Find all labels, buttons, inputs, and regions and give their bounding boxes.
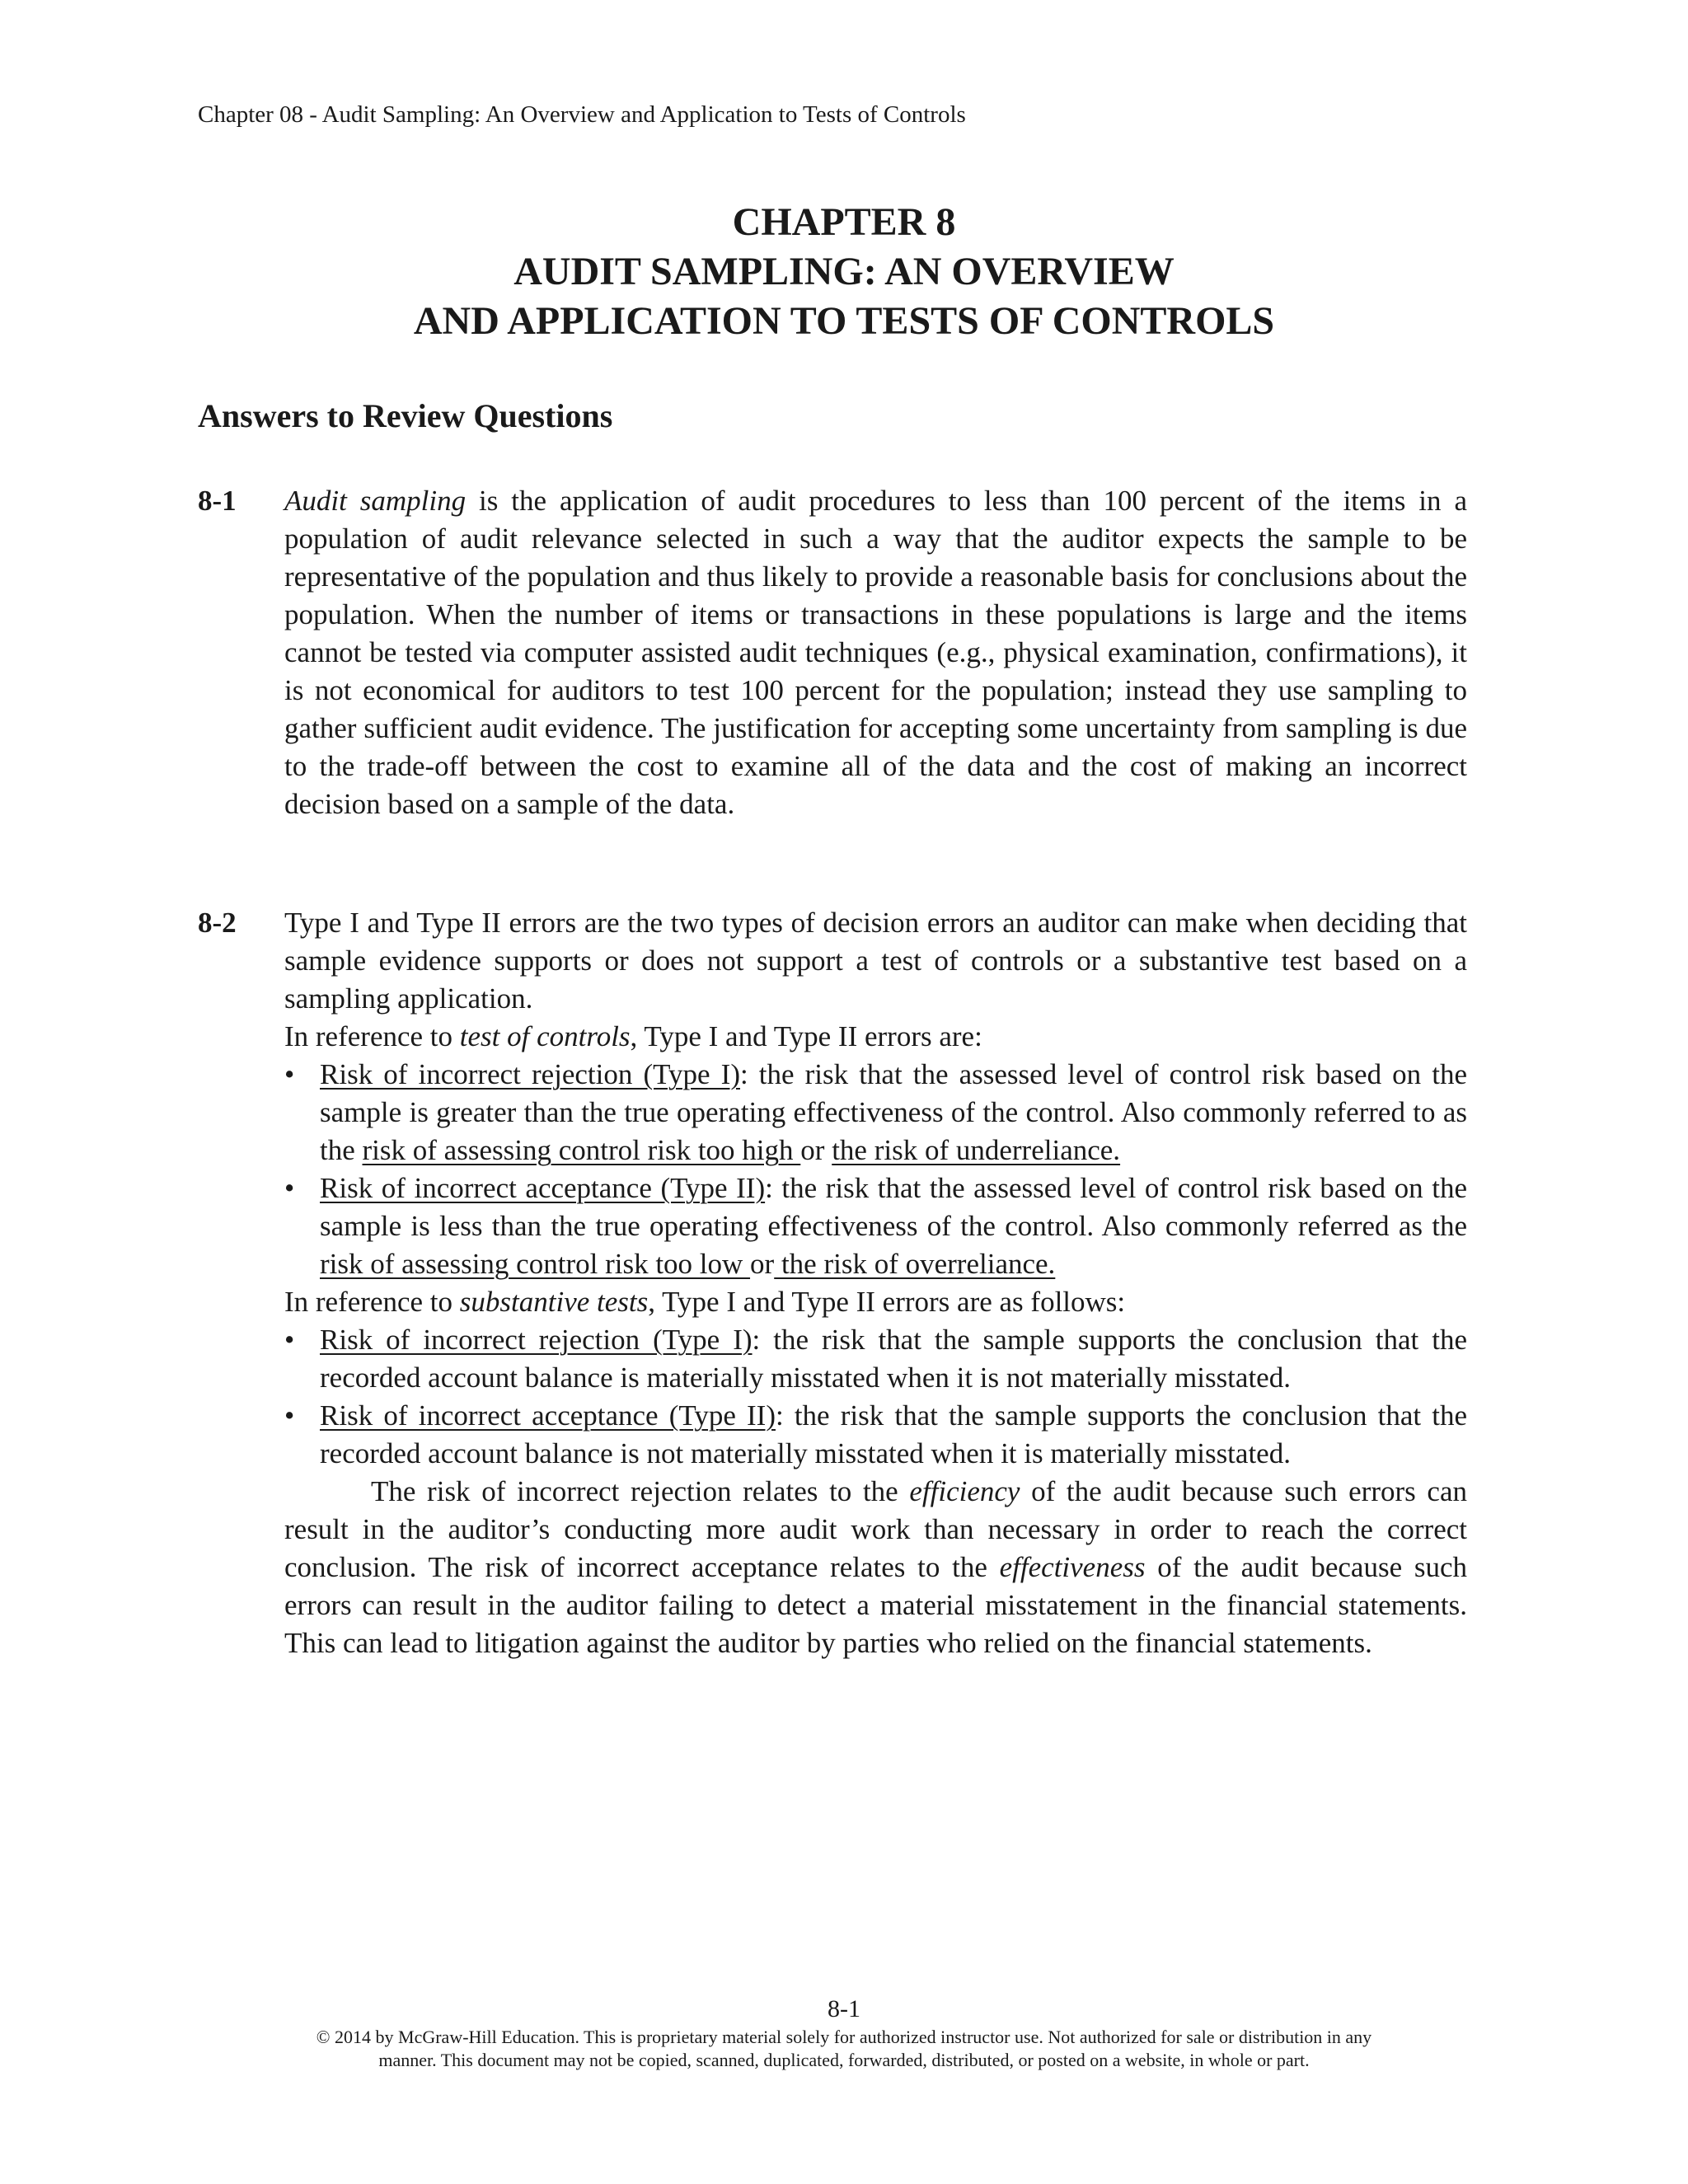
running-header: Chapter 08 - Audit Sampling: An Overview and Application to Tests of Controls [198, 101, 966, 128]
chapter-title-line-1: CHAPTER 8 [732, 200, 956, 244]
page-number: 8-1 [828, 1995, 860, 2022]
controls-lead-a: In reference to [284, 1020, 460, 1052]
term-substantive-tests: substantive tests [459, 1286, 649, 1318]
subst-lead-b: , Type I and Type II errors are as follows: [648, 1286, 1126, 1318]
closing-paragraph [284, 1473, 1467, 1662]
controls-b2-u2: the risk of overreliance. [774, 1248, 1056, 1280]
copyright-line-1: © 2014 by McGraw-Hill Education. This is proprietary material solely for authorized instructor use. Not authorized for sale or distribution in any [316, 2027, 1372, 2047]
question-number-8-2: 8-2 [198, 907, 237, 939]
bullet-icon: • [284, 1324, 295, 1356]
substantive-lead [284, 1283, 1467, 1321]
subst-b2-label: Risk of incorrect acceptance (Type II) [320, 1399, 776, 1432]
controls-b1-text: : the risk that the assessed level of control risk based on the sample is greater than the true operating effectiveness of the control. Also commonly referred to as the [320, 1058, 1468, 1166]
list-item [284, 1321, 1467, 1397]
list-item [284, 1056, 1467, 1169]
controls-lead-b: , Type I and Type II errors are: [630, 1020, 982, 1052]
answer-8-1-text: is the application of audit procedures to less than 100 percent of the items in a population of audit relevance selected in such a way that the auditor expects the sample to be representative of the population and thus likely to provide a reasonable basis for conclusions about the population. When the number of items or transactions in these populations is large and the items cannot be tested via computer assisted audit techniques (e.g., physical examination, confirmations), it is not economical for auditors to test 100 percent for the population; instead they use sampling to gather sufficient audit evidence. The justification for accepting some uncertainty from sampling is due to the trade-off between the cost to examine all of the data and the cost of making an incorrect decision based on a sample of the data. [284, 485, 1467, 820]
bullet-icon: • [284, 1058, 295, 1090]
bullet-icon: • [284, 1172, 295, 1204]
chapter-title-line-3: AND APPLICATION TO TESTS OF CONTROLS [413, 299, 1275, 343]
page-footer [0, 1994, 1688, 2072]
controls-b2-text: : the risk that the assessed level of control risk based on the sample is less than the true operating effectiveness of the control. Also commonly referred as the [320, 1172, 1467, 1242]
subst-b2-text: : the risk that the sample supports the conclusion that the recorded account balance is not materially misstated when it is materially misstated. [320, 1399, 1467, 1469]
controls-b1-label: Risk of incorrect rejection (Type I) [320, 1058, 740, 1090]
chapter-title [0, 198, 1688, 346]
section-heading: Answers to Review Questions [198, 397, 613, 434]
controls-b2-label: Risk of incorrect acceptance (Type II) [320, 1172, 766, 1204]
subst-lead-a: In reference to [284, 1286, 460, 1318]
list-item [284, 1169, 1467, 1283]
list-item [284, 1397, 1467, 1473]
subst-b1-text: : the risk that the sample supports the conclusion that the recorded account balance is materially misstated when it is not materially misstated. [320, 1324, 1468, 1394]
controls-b1-u1: risk of assessing control risk too high [362, 1134, 801, 1166]
controls-b1-u2: the risk of underreliance. [832, 1134, 1121, 1166]
closing-a: The risk of incorrect rejection relates to the [371, 1475, 910, 1507]
controls-b1-or: or [800, 1134, 832, 1166]
answer-8-1 [284, 482, 1467, 823]
controls-b2-u1: risk of assessing control risk too low [320, 1248, 751, 1280]
answer-8-2-intro: Type I and Type II errors are the two types of decision errors an auditor can make when deciding that sample evidence supports or does not support a test of controls or a substantive test based on a sampling application. [284, 907, 1467, 1015]
bullet-icon: • [284, 1399, 295, 1432]
subst-b1-label: Risk of incorrect rejection (Type I) [320, 1324, 753, 1356]
substantive-bullet-list [284, 1321, 1467, 1473]
controls-b2-or: or [750, 1248, 775, 1280]
answer-8-2 [284, 904, 1467, 1662]
term-test-of-controls: test of controls [459, 1020, 631, 1052]
question-number-8-1: 8-1 [198, 485, 237, 517]
answer-8-1-paragraph [284, 482, 1467, 823]
closing-c: of the audit because such errors can result in the auditor failing to detect a material misstatement in the financial statements. This can lead to litigation against the auditor by parties who relied on the financial statements. [284, 1551, 1468, 1659]
term-effectiveness: effectiveness [999, 1551, 1146, 1583]
chapter-title-line-2: AUDIT SAMPLING: AN OVERVIEW [513, 250, 1175, 293]
term-efficiency: efficiency [909, 1475, 1020, 1507]
term-audit-sampling: Audit sampling [284, 485, 467, 517]
controls-lead [284, 1018, 1467, 1056]
copyright-line-2: manner. This document may not be copied, scanned, duplicated, forwarded, distributed, or posted on a website, in whole or part. [378, 2050, 1310, 2070]
controls-bullet-list [284, 1056, 1467, 1283]
closing-b: of the audit because such errors can result in the auditor’s conducting more audit work than necessary in order to reach the correct conclusion. The risk of incorrect acceptance relates to the [284, 1475, 1467, 1583]
